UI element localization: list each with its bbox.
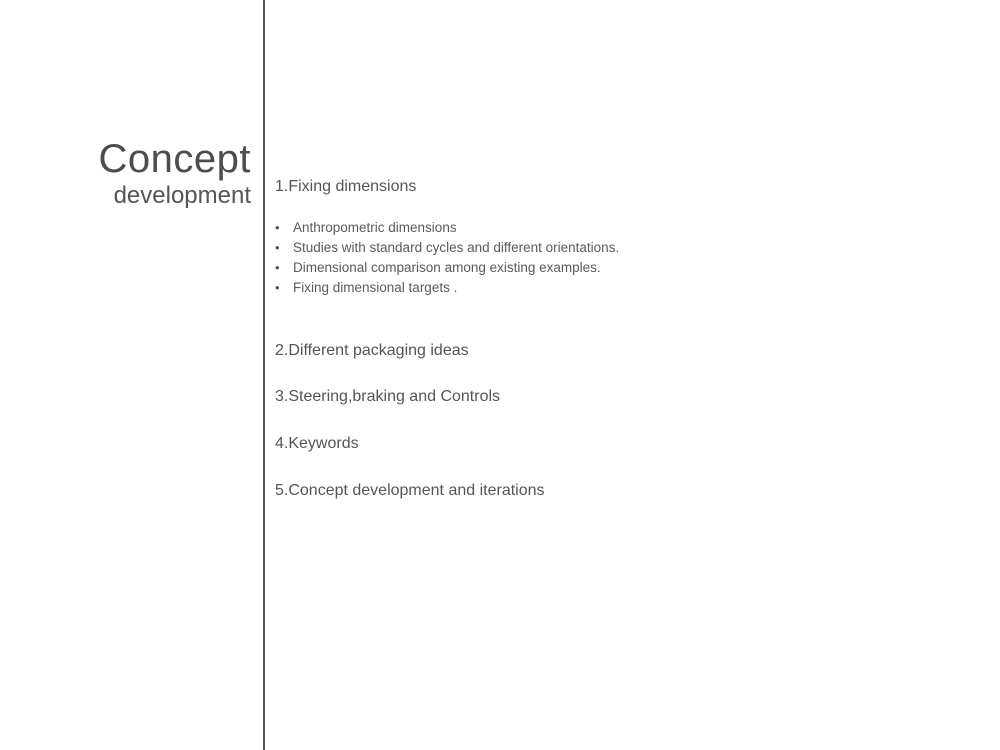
section-steering-braking: 3.Steering,braking and Controls bbox=[275, 388, 501, 405]
page-subtitle: development bbox=[113, 182, 251, 209]
list-item-text: Studies with standard cycles and different orientations. bbox=[293, 240, 620, 255]
bullet-icon: • bbox=[275, 220, 280, 235]
section-fixing-dimensions bbox=[275, 176, 975, 298]
list-item bbox=[275, 238, 975, 258]
title-block bbox=[99, 136, 251, 210]
vertical-divider bbox=[263, 0, 265, 750]
list-item-text: Anthropometric dimensions bbox=[293, 220, 457, 235]
list-item bbox=[275, 278, 975, 298]
section-keywords: 4.Keywords bbox=[275, 435, 359, 452]
bullet-icon: • bbox=[275, 240, 280, 255]
bullet-list bbox=[275, 218, 975, 298]
list-item bbox=[275, 258, 975, 278]
section-concept-iterations: 5.Concept development and iterations bbox=[275, 482, 545, 499]
section-heading: 1.Fixing dimensions bbox=[275, 178, 417, 195]
page-title: Concept bbox=[98, 137, 251, 181]
list-item bbox=[275, 218, 975, 238]
list-item-text: Dimensional comparison among existing examples. bbox=[293, 260, 601, 275]
list-item-text: Fixing dimensional targets . bbox=[293, 280, 458, 295]
bullet-icon: • bbox=[275, 260, 280, 275]
bullet-icon: • bbox=[275, 280, 280, 295]
section-packaging-ideas: 2.Different packaging ideas bbox=[275, 342, 469, 359]
